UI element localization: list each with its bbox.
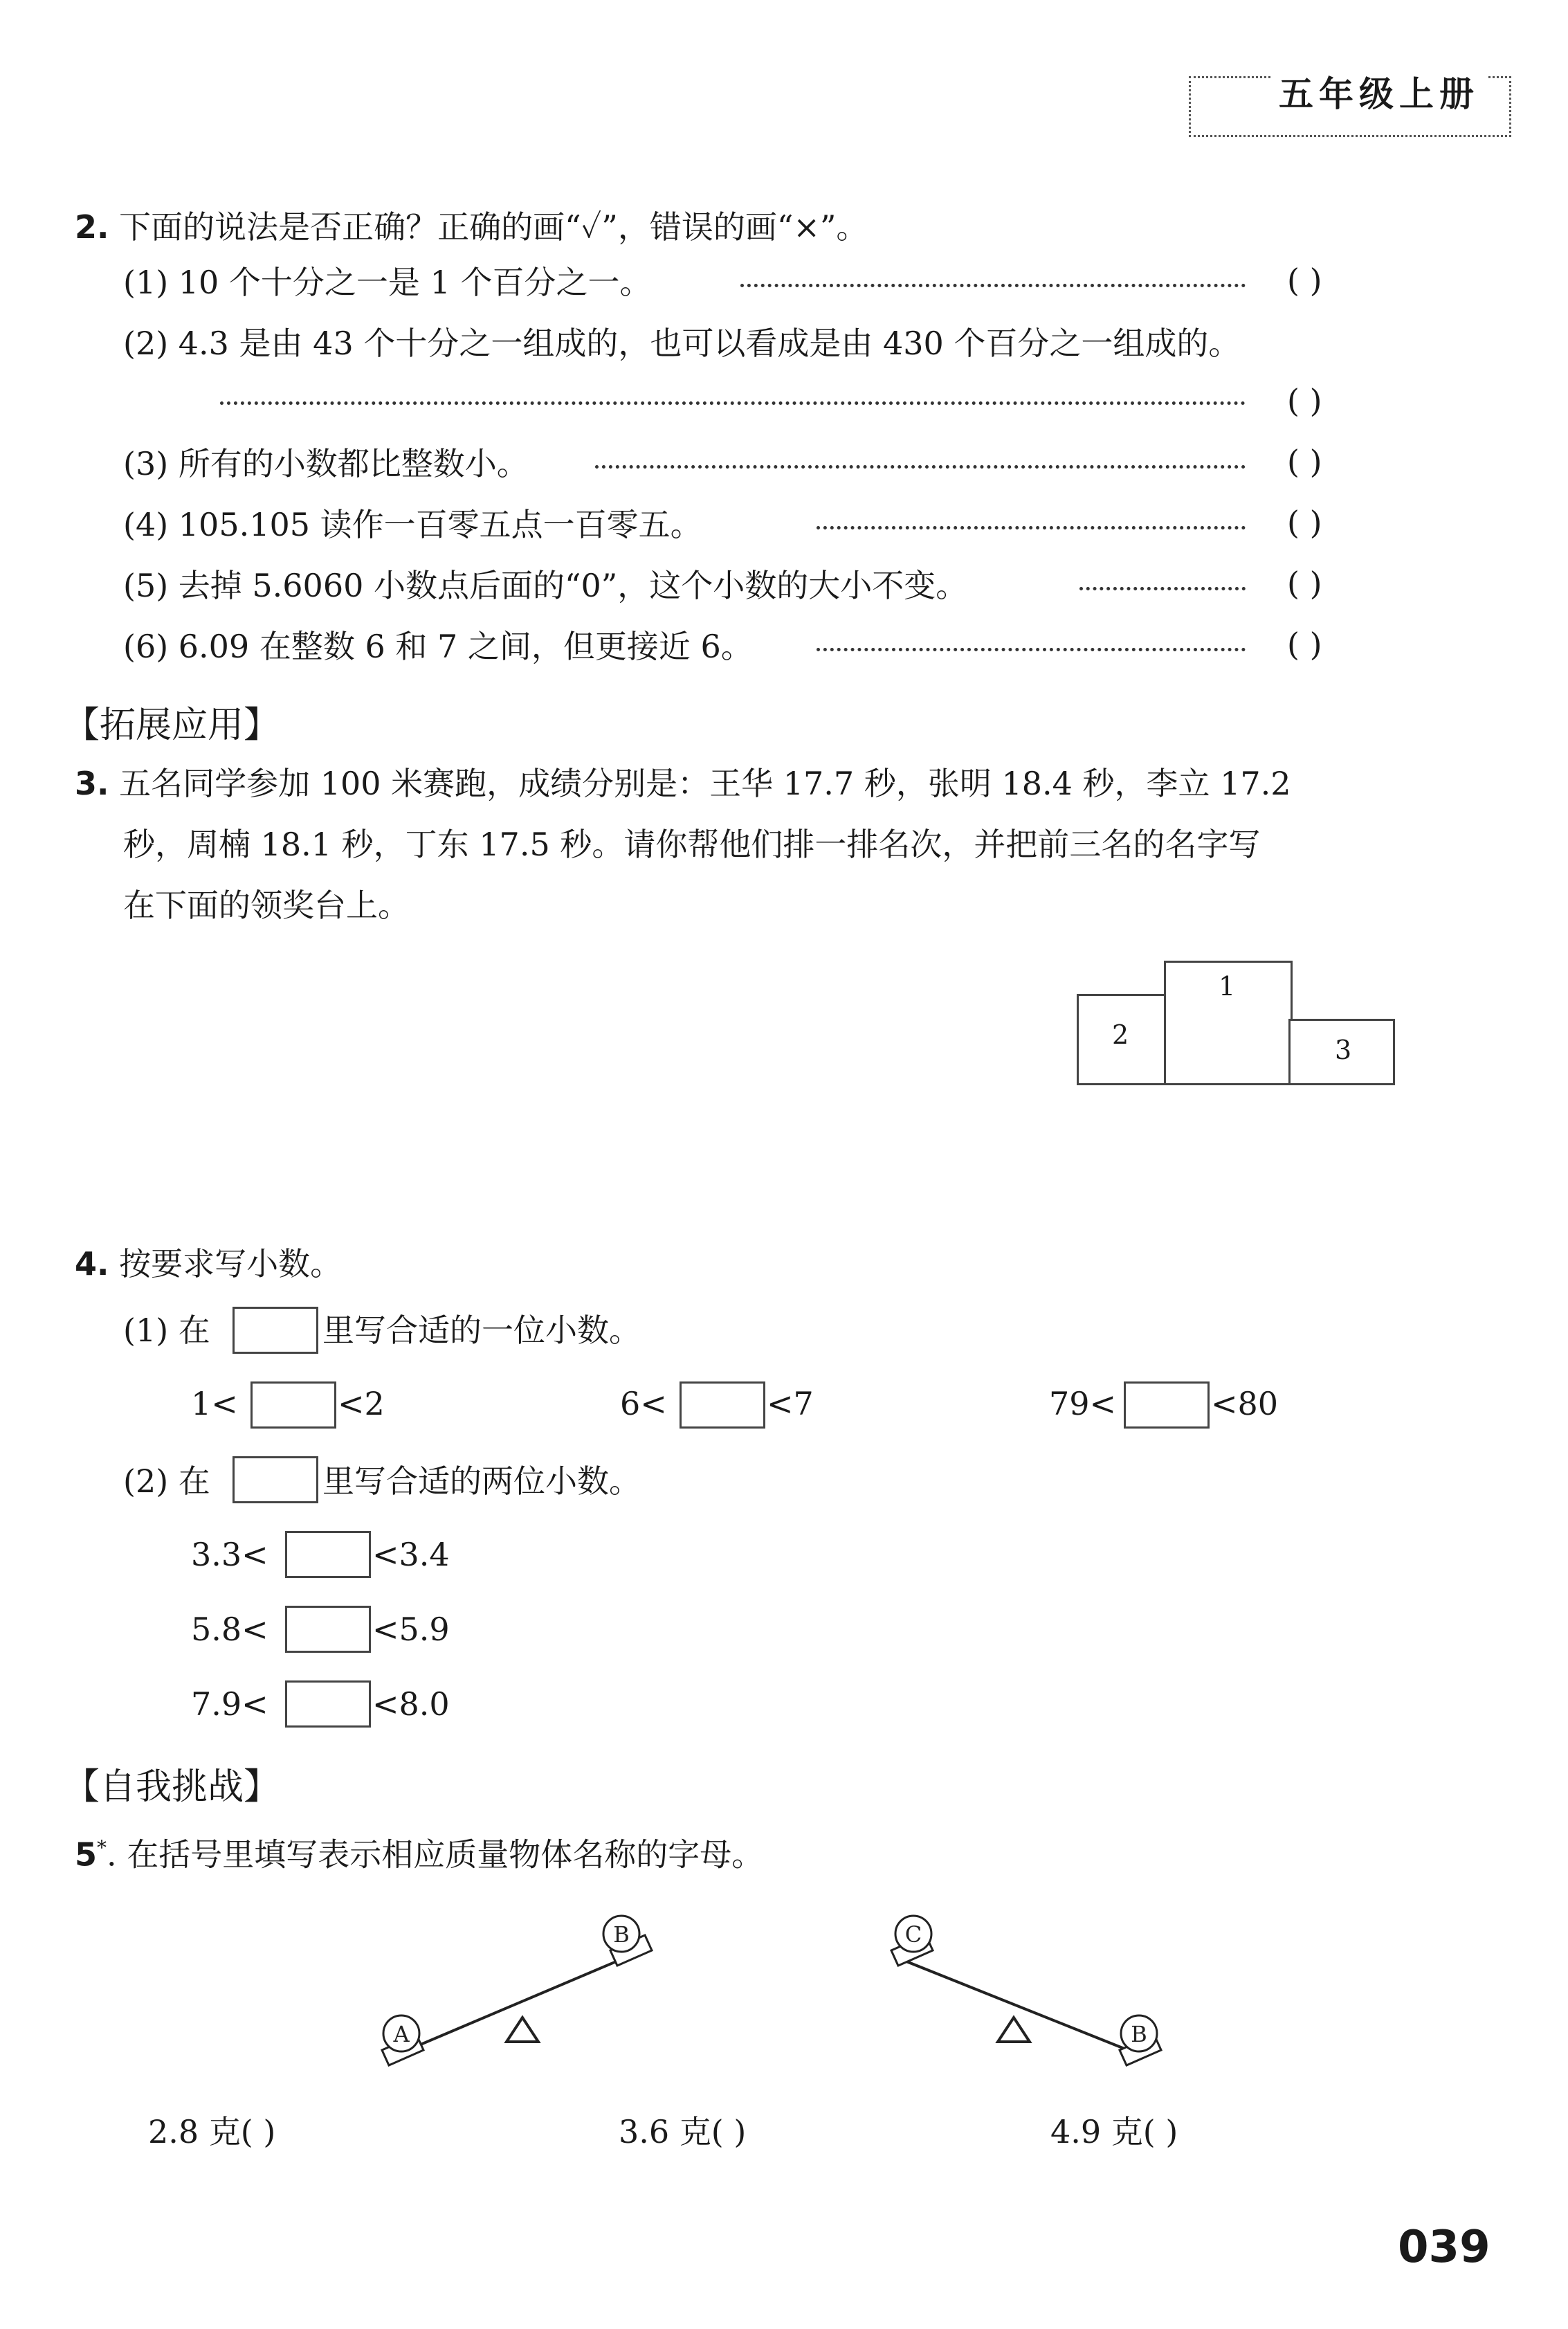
example-box: [233, 1307, 318, 1354]
object-label-c: C: [904, 1921, 922, 1948]
podium-label-1: 1: [1219, 971, 1236, 1002]
leader-dots: [817, 648, 1246, 651]
q4-p2-left-3: 7.9<: [191, 1685, 268, 1723]
q2-answer-blank-2[interactable]: ( ): [1287, 382, 1322, 419]
q2-answer-blank-6[interactable]: ( ): [1287, 626, 1322, 663]
answer-box[interactable]: [285, 1531, 371, 1578]
podium-second-place[interactable]: [1077, 994, 1168, 1085]
q4-p1-left-1: 1<: [191, 1385, 238, 1422]
podium-label-2: 2: [1112, 1019, 1129, 1050]
q5-prompt: [75, 1827, 763, 1875]
header-title: 五年级上册: [1272, 66, 1486, 116]
answer-box[interactable]: [250, 1381, 336, 1429]
q3-text-1: 五名同学参加 100 米赛跑，成绩分别是：王华 17.7 秒，张明 18.4 秒，李立 17.2: [119, 765, 1291, 802]
answer-box[interactable]: [285, 1680, 371, 1728]
answer-box[interactable]: [285, 1606, 371, 1653]
q2-answer-blank-1[interactable]: ( ): [1287, 262, 1322, 299]
q2-item-2: (2) 4.3 是由 43 个十分之一组成的，也可以看成是由 430 个百分之一组成的。: [123, 325, 1241, 362]
fulcrum-triangle: [507, 2018, 538, 2042]
q5-answer-3[interactable]: 4.9 克( ): [1050, 2113, 1178, 2150]
q2-answer-blank-5[interactable]: ( ): [1287, 565, 1322, 602]
leader-dots: [817, 526, 1246, 529]
q2-item-4: (4) 105.105 读作一百零五点一百零五。: [123, 506, 702, 543]
q4-p2-right-2: <5.9: [372, 1611, 450, 1648]
q4-p1-left-2: 6<: [620, 1385, 667, 1422]
leader-dots: [740, 284, 1246, 287]
fulcrum-triangle: [998, 2018, 1030, 2042]
podium-third-place[interactable]: [1288, 1019, 1395, 1085]
answer-box[interactable]: [1124, 1381, 1210, 1429]
q3-line-1: [75, 763, 1291, 804]
q2-item-6: (6) 6.09 在整数 6 和 7 之间，但更接近 6。: [123, 628, 753, 665]
q2-number: 2.: [75, 208, 109, 246]
q5-prompt-text: . 在括号里填写表示相应质量物体名称的字母。: [107, 1836, 764, 1874]
leader-dots: [220, 401, 1246, 405]
q2-prompt-text: 下面的说法是否正确？正确的画“✓”，错误的画“×”。: [119, 208, 868, 246]
object-label-b: B: [1131, 2021, 1147, 2047]
q4-part2-label-pre: (2) 在: [123, 1462, 210, 1500]
q5-star: *: [97, 1836, 107, 1859]
answer-box[interactable]: [680, 1381, 765, 1429]
balance-scale-2: [879, 1896, 1183, 2076]
leader-dots: [1079, 587, 1246, 590]
q4-part1-label-post: 里写合适的一位小数。: [322, 1312, 641, 1349]
q4-part1-label-pre: (1) 在: [123, 1312, 210, 1349]
q5-answer-1[interactable]: 2.8 克( ): [148, 2113, 276, 2150]
q2-item-1: (1) 10 个十分之一是 1 个百分之一。: [123, 264, 652, 301]
podium-label-3: 3: [1335, 1035, 1352, 1065]
q4-number: 4.: [75, 1245, 109, 1283]
q4-p1-right-2: <7: [767, 1385, 814, 1422]
q2-answer-blank-3[interactable]: ( ): [1287, 443, 1322, 480]
podium-first-place[interactable]: [1164, 961, 1293, 1085]
q3-line-3: 在下面的领奖台上。: [123, 887, 410, 924]
object-label-b: B: [613, 1921, 630, 1948]
q4-p2-right-1: <3.4: [372, 1536, 450, 1573]
q4-prompt: [75, 1243, 342, 1285]
q2-prompt: [75, 206, 868, 248]
q4-p1-left-3: 79<: [1049, 1385, 1117, 1422]
section-heading-extend: 【拓展应用】: [64, 705, 280, 746]
page-number: 039: [1398, 2222, 1490, 2273]
section-heading-challenge: 【自我挑战】: [64, 1766, 280, 1808]
q3-line-2: 秒，周楠 18.1 秒，丁东 17.5 秒。请你帮他们排一排名次，并把前三名的名字写: [123, 826, 1261, 863]
q3-number: 3.: [75, 765, 109, 802]
q2-answer-blank-4[interactable]: ( ): [1287, 504, 1322, 541]
q4-p1-right-1: <2: [338, 1385, 385, 1422]
q4-p2-right-3: <8.0: [372, 1685, 450, 1723]
q4-prompt-text: 按要求写小数。: [119, 1245, 343, 1283]
example-box: [233, 1456, 318, 1503]
q4-p1-right-3: <80: [1211, 1385, 1279, 1422]
q5-number: 5: [75, 1836, 98, 1874]
object-label-a: A: [393, 2021, 410, 2047]
q2-item-3: (3) 所有的小数都比整数小。: [123, 445, 529, 482]
balance-scale-1: [360, 1896, 664, 2076]
q4-p2-left-2: 5.8<: [191, 1611, 268, 1648]
q4-part2-label-post: 里写合适的两位小数。: [322, 1462, 641, 1500]
q2-item-5: (5) 去掉 5.6060 小数点后面的“0”，这个小数的大小不变。: [123, 567, 968, 604]
q4-p2-left-1: 3.3<: [191, 1536, 268, 1573]
q5-answer-2[interactable]: 3.6 克( ): [619, 2113, 747, 2150]
leader-dots: [595, 465, 1246, 469]
